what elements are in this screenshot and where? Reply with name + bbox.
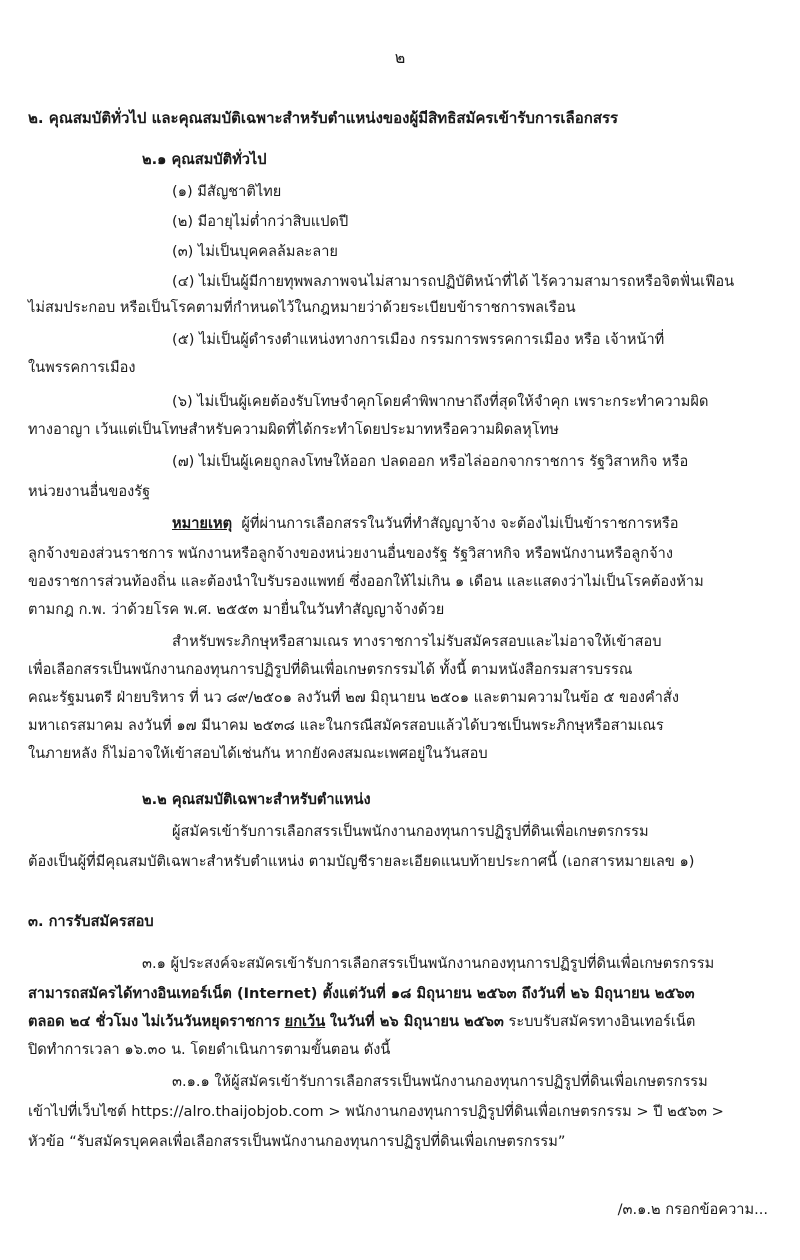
note-line: ลูกจ้างของส่วนราชการ พนักงานหรือลูกจ้างของหน่วยงานอื่นของรัฐ รัฐวิสาหกิจ หรือพนักงานหรือลูกจ้าง <box>28 545 673 562</box>
monk-paragraph-line: ในภายหลัง ก็ไม่อาจให้เข้าสอบได้เช่นกัน หากยังคงสมณะเพศอยู่ในวันสอบ <box>28 745 488 762</box>
monk-paragraph-line: คณะรัฐมนตรี ฝ่ายบริหาร ที่ นว ๘๙/๒๕๐๑ ลงวันที่ ๒๗ มิถุนายน ๒๕๐๑ และตามความในข้อ ๕ ของคำสั่ง <box>28 689 679 706</box>
note-line: หมายเหตุ ผู้ที่ผ่านการเลือกสรรในวันที่ทำสัญญาจ้าง จะต้องไม่เป็นข้าราชการหรือ <box>172 515 679 532</box>
monk-paragraph-line: มหาเถรสมาคม ลงวันที่ ๑๗ มีนาคม ๒๕๓๘ และในกรณีสมัครสอบแล้วได้บวชเป็นพระภิกษุหรือสามเณร <box>28 717 664 734</box>
section-2-1-heading: ๒.๑ คุณสมบัติทั่วไป <box>142 151 267 168</box>
note-label: หมายเหตุ <box>172 515 233 532</box>
qualification-item-cont: ทางอาญา เว้นแต่เป็นโทษสำหรับความผิดที่ได้กระทำโดยประมาทหรือความผิดลหุโทษ <box>28 421 559 438</box>
qualification-item: (๖) ไม่เป็นผู้เคยต้องรับโทษจำคุกโดยคำพิพากษาถึงที่สุดให้จำคุก เพราะกระทำความผิด <box>172 393 709 410</box>
section-2-2-line: ต้องเป็นผู้ที่มีคุณสมบัติเฉพาะสำหรับตำแหน่ง ตามบัญชีรายละเอียดแนบท้ายประกาศนี้ (เอกสารหมายเลข ๑) <box>28 853 695 870</box>
continuation-marker: /๓.๑.๒ กรอกข้อความ... <box>617 1201 768 1218</box>
section-3-1-1-line: ๓.๑.๑ ให้ผู้สมัครเข้ารับการเลือกสรรเป็นพนักงานกองทุนการปฏิรูปที่ดินเพื่อเกษตรกรรม <box>172 1073 708 1090</box>
qualification-item-cont: ไม่สมประกอบ หรือเป็นโรคตามที่กำหนดไว้ในกฎหมายว่าด้วยระเบียบข้าราชการพลเรือน <box>28 299 576 316</box>
except-label: ยกเว้น <box>284 1013 326 1030</box>
note-line: ของราชการส่วนท้องถิ่น และต้องนำใบรับรองแพทย์ ซึ่งออกให้ไม่เกิน ๑ เดือน และแสดงว่าไม่เป็นโรคต้องห้าม <box>28 573 704 590</box>
section-2-2-heading: ๒.๒ คุณสมบัติเฉพาะสำหรับตำแหน่ง <box>142 791 371 808</box>
section-2-heading: ๒. คุณสมบัติทั่วไป และคุณสมบัติเฉพาะสำหรับตำแหน่งของผู้มีสิทธิสมัครเข้ารับการเลือกสรร <box>28 109 619 127</box>
monk-paragraph-line: สำหรับพระภิกษุหรือสามเณร ทางราชการไม่รับสมัครสอบและไม่อาจให้เข้าสอบ <box>172 633 662 650</box>
qualification-item: (๒) มีอายุไม่ต่ำกว่าสิบแปดปี <box>172 213 349 230</box>
section-2-2-line: ผู้สมัครเข้ารับการเลือกสรรเป็นพนักงานกองทุนการปฏิรูปที่ดินเพื่อเกษตรกรรม <box>172 823 649 840</box>
section-3-heading: ๓. การรับสมัครสอบ <box>28 913 154 930</box>
section-3-1-1-line: เข้าไปที่เว็บไซต์ https://alro.thaijobjob.com > พนักงานกองทุนการปฏิรูปที่ดินเพื่อเกษตรกรรม > ปี ๒๕๖๓ > <box>28 1103 724 1120</box>
qualification-item: (๗) ไม่เป็นผู้เคยถูกลงโทษให้ออก ปลดออก หรือไล่ออกจากราชการ รัฐวิสาหกิจ หรือ <box>172 453 689 470</box>
section-3-1-line: ตลอด ๒๔ ชั่วโมง ไม่เว้นวันหยุดราชการ ยกเว้น ในวันที่ ๒๖ มิถุนายน ๒๕๖๓ ระบบรับสมัครทางอินเทอร์เน็ต <box>28 1013 696 1030</box>
qualification-item: (๔) ไม่เป็นผู้มีกายทุพพลภาพจนไม่สามารถปฏิบัติหน้าที่ได้ ไร้ความสามารถหรือจิตฟั่นเฟือน <box>172 273 735 290</box>
qualification-item: (๓) ไม่เป็นบุคคลล้มละลาย <box>172 243 338 260</box>
section-3-1-1-line: หัวข้อ “รับสมัครบุคคลเพื่อเลือกสรรเป็นพนักงานกองทุนการปฏิรูปที่ดินเพื่อเกษตรกรรม” <box>28 1133 566 1150</box>
qualification-item-cont: ในพรรคการเมือง <box>28 359 136 376</box>
qualification-item-cont: หน่วยงานอื่นของรัฐ <box>28 483 151 500</box>
note-line: ตามกฎ ก.พ. ว่าด้วยโรค พ.ศ. ๒๕๕๓ มายื่นในวันทำสัญญาจ้างด้วย <box>28 601 445 618</box>
section-3-1-line: ปิดทำการเวลา ๑๖.๓๐ น. โดยดำเนินการตามขั้นตอน ดังนี้ <box>28 1041 391 1058</box>
qualification-item: (๑) มีสัญชาติไทย <box>172 183 282 200</box>
page-number: ๒ <box>394 48 406 67</box>
section-3-1-line: สามารถสมัครได้ทางอินเทอร์เน็ต (Internet) ตั้งแต่วันที่ ๑๘ มิถุนายน ๒๕๖๓ ถึงวันที่ ๒๖ มิถุนายน ๒๕๖๓ <box>28 985 695 1002</box>
qualification-item: (๕) ไม่เป็นผู้ดำรงตำแหน่งทางการเมือง กรรมการพรรคการเมือง หรือ เจ้าหน้าที่ <box>172 331 665 348</box>
monk-paragraph-line: เพื่อเลือกสรรเป็นพนักงานกองทุนการปฏิรูปที่ดินเพื่อเกษตรกรรมได้ ทั้งนี้ ตามหนังสือกรมสารบรรณ <box>28 661 633 678</box>
section-3-1-line: ๓.๑ ผู้ประสงค์จะสมัครเข้ารับการเลือกสรรเป็นพนักงานกองทุนการปฏิรูปที่ดินเพื่อเกษตรกรรม <box>142 955 715 972</box>
